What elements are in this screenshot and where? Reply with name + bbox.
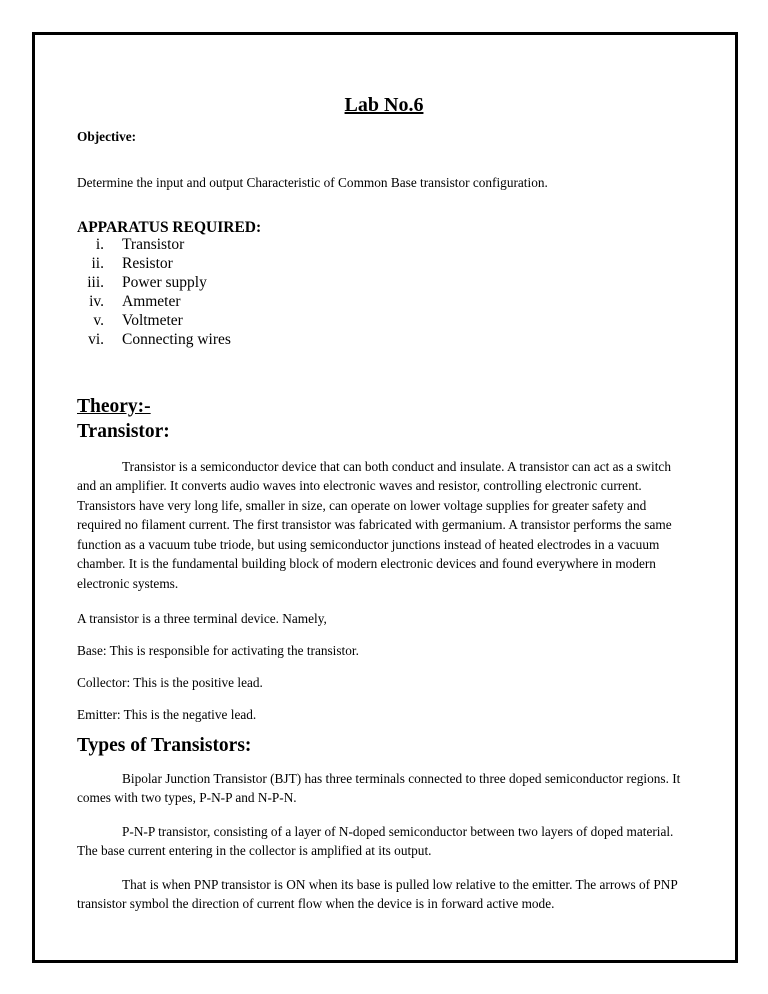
paragraph-line: P-N-P transistor, consisting of a layer of N-doped semiconductor between two layers of doped material. [122, 824, 674, 839]
three-terminal-text: A transistor is a three terminal device. Namely, [77, 611, 327, 626]
paragraph-line: Transistor is a semiconductor device that can both conduct and insulate. A transistor can act as a switch [122, 459, 671, 474]
apparatus-heading: APPARATUS REQUIRED: [77, 219, 262, 236]
paragraph-line: required no filament current. The first transistor was fabricated with germanium. A transistor performs the same [77, 517, 672, 532]
page-title-text: Lab No.6 [344, 94, 424, 116]
list-item: Voltmeter [122, 312, 183, 329]
list-item: Transistor [122, 236, 185, 253]
paragraph-line: The base current entering in the collector is amplified at its output. [77, 843, 432, 858]
list-item-number: iv. [89, 293, 104, 310]
list-item: Resistor [122, 255, 173, 272]
list-item: Connecting wires [122, 331, 231, 348]
paragraph-line: function as a vacuum tube triode, but using semiconductor junctions instead of heated electrodes in a vacuum [77, 537, 660, 552]
list-item-number: v. [93, 312, 104, 329]
theory-heading: Theory:- [77, 396, 151, 417]
collector-text: Collector: This is the positive lead. [77, 675, 263, 690]
objective-text: Determine the input and output Characteristic of Common Base transistor configuration. [77, 175, 548, 190]
list-item-number: iii. [87, 274, 104, 291]
paragraph-line: Transistors have very long life, smaller in size, can operate on lower voltage supplies for greater safety and [77, 498, 647, 513]
list-item: Power supply [122, 274, 207, 291]
base-text: Base: This is responsible for activating the transistor. [77, 643, 359, 658]
list-item-number: i. [95, 236, 104, 253]
list-item-number: ii. [91, 255, 104, 272]
list-item: Ammeter [122, 293, 181, 310]
page-title [0, 94, 768, 116]
paragraph-line: That is when PNP transistor is ON when its base is pulled low relative to the emitter. The arrows of PNP [122, 877, 678, 892]
paragraph-line: chamber. It is the fundamental building block of modern electronic devices and found everywhere in modern [77, 556, 656, 571]
paragraph-line: electronic systems. [77, 576, 179, 591]
transistor-heading: Transistor: [77, 421, 170, 442]
paragraph-line: transistor symbol the direction of current flow when the device is in forward active mode. [77, 896, 555, 911]
objective-heading: Objective: [77, 129, 137, 144]
list-item-number: vi. [88, 331, 104, 348]
paragraph-line: and an amplifier. It converts audio waves into electronic waves and resistor, controlling electronic current. [77, 478, 642, 493]
paragraph-line: Bipolar Junction Transistor (BJT) has three terminals connected to three doped semiconductor regions. It [122, 771, 681, 786]
emitter-text: Emitter: This is the negative lead. [77, 707, 257, 722]
paragraph-line: comes with two types, P-N-P and N-P-N. [77, 790, 297, 805]
types-heading: Types of Transistors: [77, 735, 252, 756]
